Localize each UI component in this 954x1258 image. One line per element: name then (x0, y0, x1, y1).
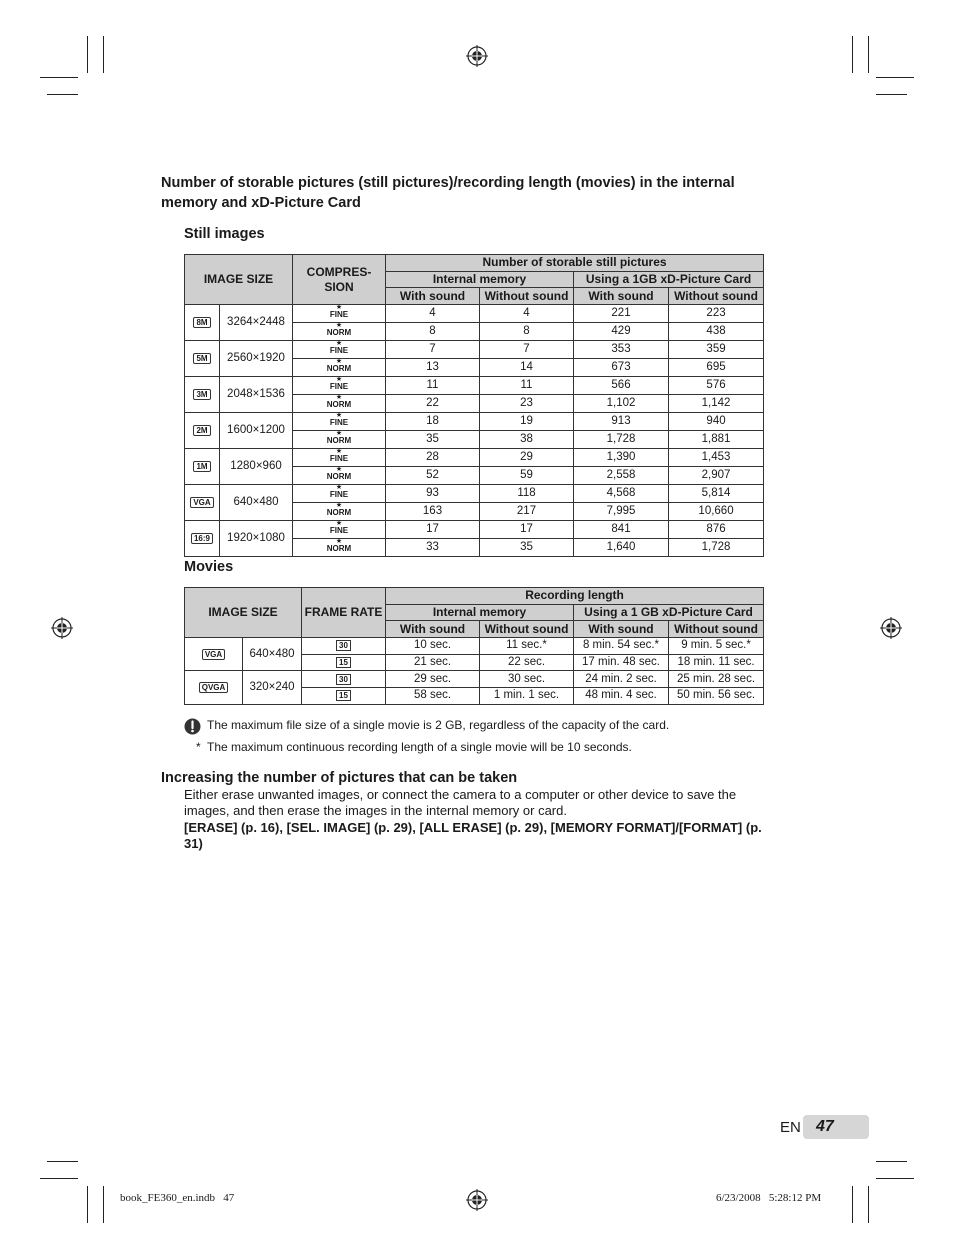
compression-cell (293, 503, 386, 521)
count-cell: 33 (386, 539, 480, 557)
compression-cell (293, 521, 386, 539)
count-cell: 1,142 (669, 395, 764, 413)
increase-body: Either erase unwanted images, or connect the camera to a computer or other device to save the images, and then erase the images in the internal memory or card. (184, 787, 737, 818)
table-row (185, 485, 764, 503)
compression-label: NORM (326, 328, 352, 338)
movies-title: Movies (184, 559, 234, 575)
table-row (185, 341, 764, 359)
count-cell: 673 (574, 359, 669, 377)
count-cell: 1,728 (574, 431, 669, 449)
image-size-icon: QVGA (199, 682, 229, 693)
frame-rate-icon: 15 (336, 690, 351, 701)
image-size-value: 640×480 (220, 485, 293, 521)
crop-mark (876, 1161, 907, 1162)
compression-cell (293, 539, 386, 557)
count-cell: 217 (480, 503, 574, 521)
header-with-sound: With sound (574, 288, 669, 305)
compression-label: NORM (326, 508, 352, 518)
registration-mark-icon (466, 1189, 488, 1211)
frame-rate-cell (302, 688, 386, 705)
length-cell: 25 min. 28 sec. (669, 671, 764, 688)
page-number: 47 (816, 1118, 834, 1135)
count-cell: 8 (386, 323, 480, 341)
image-size-value: 1920×1080 (220, 521, 293, 557)
still-images-table (184, 254, 764, 557)
star-icon: ★ (335, 322, 343, 330)
image-size-icon-cell (185, 671, 243, 704)
header-internal-memory: Internal memory (386, 604, 574, 621)
count-cell: 10,660 (669, 503, 764, 521)
registration-mark-icon (880, 617, 902, 639)
compression-label: NORM (326, 400, 352, 410)
length-cell: 22 sec. (480, 654, 574, 671)
length-cell: 29 sec. (386, 671, 480, 688)
frame-rate-cell (302, 654, 386, 671)
image-size-icon-cell (185, 449, 220, 485)
frame-rate-icon: 30 (336, 640, 351, 651)
count-cell: 438 (669, 323, 764, 341)
compression-cell (293, 323, 386, 341)
table-row (185, 305, 764, 323)
table-row (185, 638, 764, 655)
star-icon: ★ (335, 394, 343, 402)
increase-title: Increasing the number of pictures that can be taken (161, 770, 518, 786)
compression-icon (330, 485, 348, 499)
header-without-sound: Without sound (669, 621, 764, 638)
compression-cell (293, 467, 386, 485)
crop-mark (852, 36, 853, 73)
compression-cell (293, 341, 386, 359)
count-cell: 52 (386, 467, 480, 485)
caution-icon (184, 718, 201, 735)
table-row (185, 671, 764, 688)
crop-mark (876, 77, 914, 78)
header-with-sound: With sound (574, 621, 669, 638)
count-cell: 19 (480, 413, 574, 431)
count-cell: 4 (386, 305, 480, 323)
image-size-value: 320×240 (243, 671, 302, 704)
compression-label: NORM (326, 436, 352, 446)
compression-label: FINE (329, 526, 349, 536)
compression-cell (293, 305, 386, 323)
image-size-icon: 8M (193, 317, 210, 328)
length-cell: 58 sec. (386, 688, 480, 705)
header-compression: COMPRES-SION (293, 255, 386, 305)
image-size-value: 1280×960 (220, 449, 293, 485)
star-icon: ★ (335, 358, 343, 366)
count-cell: 1,102 (574, 395, 669, 413)
length-cell: 48 min. 4 sec. (574, 688, 669, 705)
compression-label: FINE (329, 310, 349, 320)
count-cell: 29 (480, 449, 574, 467)
compression-icon (330, 413, 348, 427)
registration-mark-icon (466, 45, 488, 67)
image-size-icon: VGA (190, 497, 213, 508)
count-cell: 576 (669, 377, 764, 395)
count-cell: 876 (669, 521, 764, 539)
star-icon: ★ (335, 430, 343, 438)
count-cell: 7 (480, 341, 574, 359)
image-size-icon: 2M (193, 425, 210, 436)
compression-cell (293, 359, 386, 377)
compression-icon (327, 539, 351, 553)
count-cell: 841 (574, 521, 669, 539)
star-icon: ★ (335, 304, 343, 312)
frame-rate-cell (302, 671, 386, 688)
length-cell: 50 min. 56 sec. (669, 688, 764, 705)
caution-note: The maximum file size of a single movie is 2 GB, regardless of the capacity of the card. (207, 718, 670, 732)
compression-label: NORM (326, 544, 352, 554)
star-icon: ★ (335, 466, 343, 474)
asterisk-note: The maximum continuous recording length of a single movie will be 10 seconds. (207, 740, 632, 754)
count-cell: 940 (669, 413, 764, 431)
compression-label: FINE (329, 490, 349, 500)
crop-mark (103, 36, 104, 73)
count-cell: 35 (480, 539, 574, 557)
registration-mark-icon (51, 617, 73, 639)
count-cell: 59 (480, 467, 574, 485)
count-cell: 8 (480, 323, 574, 341)
page-number-box (803, 1115, 869, 1139)
count-cell: 2,907 (669, 467, 764, 485)
header-without-sound: Without sound (480, 288, 574, 305)
compression-cell (293, 431, 386, 449)
count-cell: 695 (669, 359, 764, 377)
footer-date: 6/23/2008 5:28:12 PM (716, 1192, 822, 1204)
compression-label: FINE (329, 382, 349, 392)
count-cell: 118 (480, 485, 574, 503)
compression-icon (327, 359, 351, 373)
length-cell: 9 min. 5 sec.* (669, 638, 764, 655)
count-cell: 38 (480, 431, 574, 449)
table-row (185, 377, 764, 395)
count-cell: 359 (669, 341, 764, 359)
count-cell: 163 (386, 503, 480, 521)
header-without-sound: Without sound (480, 621, 574, 638)
star-icon: ★ (335, 520, 343, 528)
crop-mark (47, 94, 78, 95)
compression-cell (293, 377, 386, 395)
count-cell: 1,390 (574, 449, 669, 467)
movies-table (184, 587, 764, 705)
count-cell: 913 (574, 413, 669, 431)
count-cell: 11 (480, 377, 574, 395)
compression-label: FINE (329, 346, 349, 356)
compression-icon (330, 377, 348, 391)
compression-icon (327, 323, 351, 337)
star-icon: ★ (335, 340, 343, 348)
image-size-icon-cell (185, 485, 220, 521)
crop-mark (87, 1186, 88, 1223)
compression-label: FINE (329, 454, 349, 464)
header-card: Using a 1GB xD-Picture Card (574, 271, 764, 288)
page-lang: EN (780, 1119, 801, 1136)
increase-refs: [ERASE] (p. 16), [SEL. IMAGE] (p. 29), [ALL ERASE] (p. 29), [MEMORY FORMAT]/[FORMAT] (p. 31) (184, 820, 762, 851)
count-cell: 2,558 (574, 467, 669, 485)
image-size-icon-cell (185, 341, 220, 377)
star-icon: ★ (335, 448, 343, 456)
header-internal-memory: Internal memory (386, 271, 574, 288)
image-size-icon: 3M (193, 389, 210, 400)
footer-file: book_FE360_en.indb 47 (120, 1192, 235, 1204)
compression-icon (327, 467, 351, 481)
star-icon: ★ (335, 412, 343, 420)
count-cell: 11 (386, 377, 480, 395)
header-group: Recording length (386, 588, 764, 605)
header-image-size: IMAGE SIZE (185, 588, 302, 638)
count-cell: 429 (574, 323, 669, 341)
compression-icon (330, 449, 348, 463)
crop-mark (47, 1161, 78, 1162)
compression-label: NORM (326, 472, 352, 482)
count-cell: 1,453 (669, 449, 764, 467)
section-heading: Number of storable pictures (still pictures)/recording length (movies) in the internal memory and xD-Picture Card (161, 175, 735, 211)
crop-mark (876, 94, 907, 95)
count-cell: 221 (574, 305, 669, 323)
frame-rate-cell (302, 638, 386, 655)
image-size-value: 3264×2448 (220, 305, 293, 341)
compression-icon (330, 521, 348, 535)
compression-cell (293, 449, 386, 467)
count-cell: 17 (386, 521, 480, 539)
length-cell: 30 sec. (480, 671, 574, 688)
count-cell: 1,728 (669, 539, 764, 557)
image-size-icon: 1M (193, 461, 210, 472)
count-cell: 18 (386, 413, 480, 431)
asterisk-mark: * (196, 740, 201, 754)
header-image-size: IMAGE SIZE (185, 255, 293, 305)
header-group: Number of storable still pictures (386, 255, 764, 272)
count-cell: 28 (386, 449, 480, 467)
compression-cell (293, 485, 386, 503)
frame-rate-icon: 30 (336, 674, 351, 685)
count-cell: 22 (386, 395, 480, 413)
crop-mark (87, 36, 88, 73)
length-cell: 10 sec. (386, 638, 480, 655)
crop-mark (103, 1186, 104, 1223)
count-cell: 353 (574, 341, 669, 359)
crop-mark (40, 77, 78, 78)
crop-mark (40, 1178, 78, 1179)
image-size-icon: 5M (193, 353, 210, 364)
image-size-icon: 16:9 (191, 533, 213, 544)
count-cell: 13 (386, 359, 480, 377)
length-cell: 18 min. 11 sec. (669, 654, 764, 671)
compression-icon (327, 431, 351, 445)
image-size-icon-cell (185, 305, 220, 341)
star-icon: ★ (335, 484, 343, 492)
count-cell: 14 (480, 359, 574, 377)
image-size-icon-cell (185, 638, 243, 671)
crop-mark (868, 36, 869, 73)
still-images-title: Still images (184, 226, 265, 242)
star-icon: ★ (335, 502, 343, 510)
crop-mark (868, 1186, 869, 1223)
compression-cell (293, 413, 386, 431)
image-size-icon-cell (185, 377, 220, 413)
count-cell: 7,995 (574, 503, 669, 521)
compression-icon (330, 341, 348, 355)
count-cell: 23 (480, 395, 574, 413)
length-cell: 17 min. 48 sec. (574, 654, 669, 671)
length-cell: 11 sec.* (480, 638, 574, 655)
table-row (185, 521, 764, 539)
image-size-value: 1600×1200 (220, 413, 293, 449)
crop-mark (876, 1178, 914, 1179)
header-without-sound: Without sound (669, 288, 764, 305)
crop-mark (852, 1186, 853, 1223)
count-cell: 1,640 (574, 539, 669, 557)
count-cell: 35 (386, 431, 480, 449)
compression-label: NORM (326, 364, 352, 374)
star-icon: ★ (335, 538, 343, 546)
compression-icon (330, 305, 348, 319)
header-with-sound: With sound (386, 621, 480, 638)
compression-label: FINE (329, 418, 349, 428)
compression-icon (327, 395, 351, 409)
table-row (185, 449, 764, 467)
length-cell: 8 min. 54 sec.* (574, 638, 669, 655)
count-cell: 5,814 (669, 485, 764, 503)
count-cell: 566 (574, 377, 669, 395)
frame-rate-icon: 15 (336, 657, 351, 668)
image-size-icon: VGA (202, 649, 225, 660)
image-size-icon-cell (185, 413, 220, 449)
image-size-value: 2560×1920 (220, 341, 293, 377)
count-cell: 93 (386, 485, 480, 503)
length-cell: 21 sec. (386, 654, 480, 671)
header-with-sound: With sound (386, 288, 480, 305)
image-size-value: 640×480 (243, 638, 302, 671)
count-cell: 4 (480, 305, 574, 323)
count-cell: 4,568 (574, 485, 669, 503)
image-size-icon-cell (185, 521, 220, 557)
count-cell: 17 (480, 521, 574, 539)
count-cell: 7 (386, 341, 480, 359)
count-cell: 223 (669, 305, 764, 323)
compression-icon (327, 503, 351, 517)
header-card: Using a 1 GB xD-Picture Card (574, 604, 764, 621)
star-icon: ★ (335, 376, 343, 384)
compression-cell (293, 395, 386, 413)
header-frame-rate: FRAME RATE (302, 588, 386, 638)
length-cell: 24 min. 2 sec. (574, 671, 669, 688)
image-size-value: 2048×1536 (220, 377, 293, 413)
length-cell: 1 min. 1 sec. (480, 688, 574, 705)
table-row (185, 413, 764, 431)
count-cell: 1,881 (669, 431, 764, 449)
